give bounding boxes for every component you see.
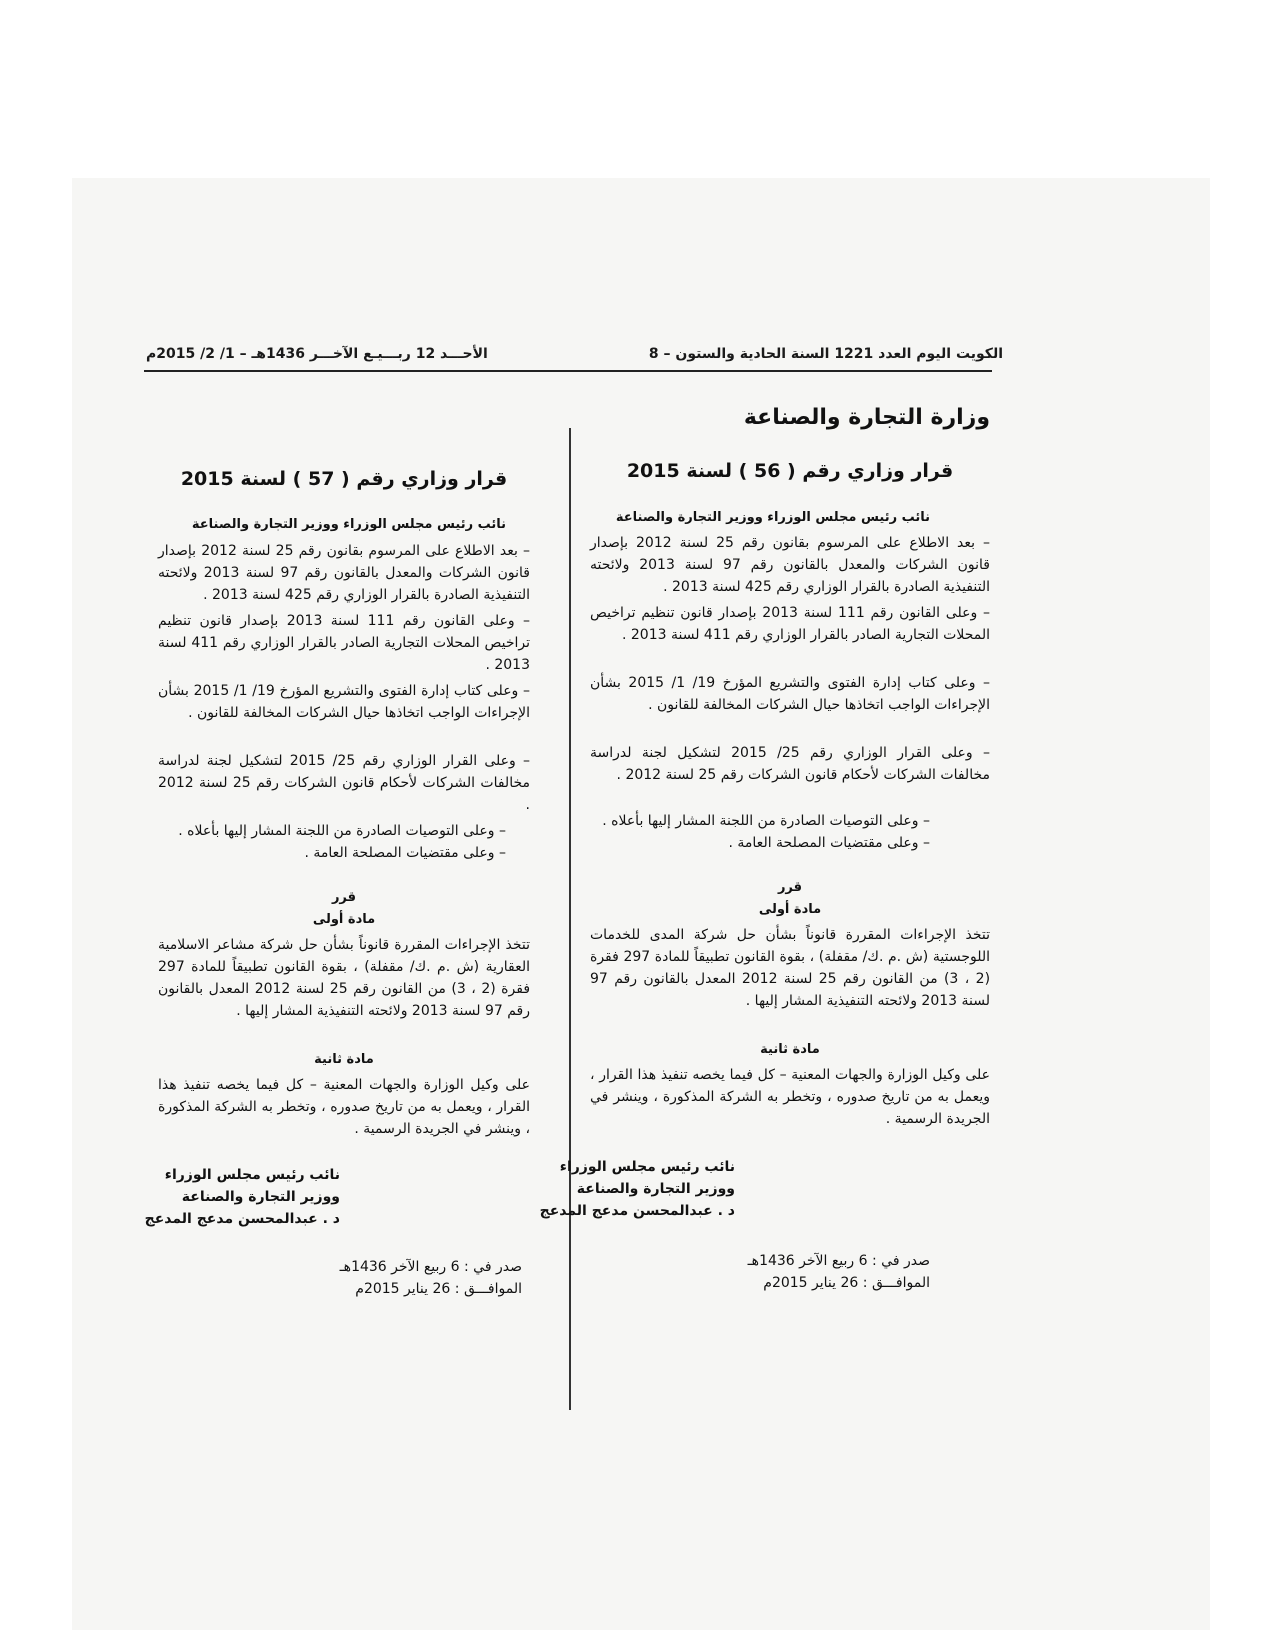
decree-56-dates [748, 1250, 930, 1294]
decree-56-title: قرار وزاري رقم ( 56 ) لسنة 2015 [626, 460, 954, 482]
decree-56-signature-line-2: ووزير التجارة والصناعة [576, 1181, 735, 1197]
decree-56-preamble-4: – وعلى القرار الوزاري رقم 25/ 2015 لتشكيل لجنة لدراسة مخالفات الشركات لأحكام قانون الشركات رقم 25 لسنة 2012 . [590, 745, 991, 783]
decree-57-article2-text: على وكيل الوزارة والجهات المعنية – كل فيما يخصه تنفيذ هذا القرار ، ويعمل به من تاريخ صدوره ، وتخطر به الشركة المذكورة ، وينشر في الجريدة الرسمية . [158, 1077, 530, 1137]
decree-57-preamble-5: – وعلى التوصيات الصادرة من اللجنة المشار إليها بأعلاه . [178, 823, 506, 839]
decree-57-preamble-3: – وعلى كتاب إدارة الفتوى والتشريع المؤرخ 19/ 1/ 2015 بشأن الإجراءات الواجب اتخاذها حيال الشركات المخالفة للقانون . [158, 683, 530, 721]
running-header-date: الأحـــد 12 ربـــيـع الآخـــر 1436هـ – 1/ 2/ 2015م [146, 346, 488, 362]
decree-56-signature-name: د . عبدالمحسن مدعج المدعج [539, 1203, 735, 1219]
decree-57-dates [340, 1256, 522, 1300]
decree-56-signature [540, 1156, 735, 1222]
column-divider [569, 428, 571, 1410]
decree-57-article1-text: تتخذ الإجراءات المقررة قانوناً بشأن حل شركة مشاعر الاسلامية العقارية (ش .م .ك/ مقفلة) ، بقوة القانون تطبيقاً للمادة 297 فقرة (2 ، 3) من القانون رقم 25 لسنة 2012 المعدل بالقانون رقم 97 لسنة 2013 ولائحته التنفيذية المشار إليها . [158, 937, 531, 1019]
decree-57-decided: قرر [331, 890, 357, 905]
decree-56-issuer: نائب رئيس مجلس الوزراء ووزير التجارة والصناعة [615, 510, 930, 525]
decree-57-signature-name: د . عبدالمحسن مدعج المدعج [144, 1211, 340, 1227]
decree-56-preamble-6: – وعلى مقتضيات المصلحة العامة . [728, 835, 930, 851]
decree-57-title: قرار وزاري رقم ( 57 ) لسنة 2015 [180, 468, 508, 490]
decree-57-signature-line-1: نائب رئيس مجلس الوزراء [164, 1167, 340, 1183]
decree-56-article2-text: على وكيل الوزارة والجهات المعنية – كل فيما يخصه تنفيذ هذا القرار ، ويعمل به من تاريخ صدوره ، وتخطر به الشركة المذكورة ، وينشر في الجريدة الرسمية . [590, 1067, 990, 1127]
decree-56-preamble-5: – وعلى التوصيات الصادرة من اللجنة المشار إليها بأعلاه . [602, 813, 930, 829]
decree-56-preamble-1: – بعد الاطلاع على المرسوم بقانون رقم 25 لسنة 2012 بإصدار قانون الشركات والمعدل بالقانون رقم 97 لسنة 2013 ولائحته التنفيذية الصادرة بالقرار الوزاري رقم 425 لسنة 2013 . [590, 535, 991, 595]
decree-57-issued-date: صدر في : 6 ربيع الآخر 1436هـ [339, 1259, 522, 1275]
decree-57-preamble-1: – بعد الاطلاع على المرسوم بقانون رقم 25 لسنة 2012 بإصدار قانون الشركات والمعدل بالقانون رقم 97 لسنة 2013 ولائحته التنفيذية الصادرة بالقرار الوزاري رقم 425 لسنة 2013 . [158, 543, 531, 603]
header-rule [144, 370, 992, 372]
decree-57-preamble-2: – وعلى القانون رقم 111 لسنة 2013 بإصدار قانون تنظيم تراخيص المحلات التجارية الصادر بالقرار الوزاري رقم 411 لسنة 2013 . [158, 613, 530, 673]
decree-57-preamble-4: – وعلى القرار الوزاري رقم 25/ 2015 لتشكيل لجنة لدراسة مخالفات الشركات لأحكام قانون الشركات رقم 25 لسنة 2012 . [158, 753, 530, 813]
decree-56-article1-title: مادة أولى [758, 902, 822, 917]
decree-57-article1-title: مادة أولى [312, 912, 376, 927]
decree-56-preamble-3: – وعلى كتاب إدارة الفتوى والتشريع المؤرخ 19/ 1/ 2015 بشأن الإجراءات الواجب اتخاذها حيال الشركات المخالفة للقانون . [590, 675, 991, 713]
decree-57-corresponding-date: الموافـــق : 26 يناير 2015م [355, 1281, 522, 1297]
decree-57-preamble-6: – وعلى مقتضيات المصلحة العامة . [304, 845, 506, 861]
running-header-issue: الكويت اليوم العدد 1221 السنة الحادية والستون – 8 [648, 346, 1003, 362]
decree-57-article2-title: مادة ثانية [314, 1052, 374, 1067]
decree-57-signature [145, 1164, 340, 1230]
decree-56-article1-text: تتخذ الإجراءات المقررة قانوناً بشأن حل شركة المدى للخدمات اللوجستية (ش .م .ك/ مقفلة) ، بقوة القانون تطبيقاً للمادة 297 فقرة (2 ، 3) من القانون رقم 25 لسنة 2012 المعدل بالقانون رقم 97 لسنة 2013 ولائحته التنفيذية المشار إليها . [590, 927, 991, 1009]
decree-57-issuer: نائب رئيس مجلس الوزراء ووزير التجارة والصناعة [191, 517, 506, 532]
decree-56-signature-line-1: نائب رئيس مجلس الوزراء [559, 1159, 735, 1175]
decree-56-preamble-2: – وعلى القانون رقم 111 لسنة 2013 بإصدار قانون تنظيم تراخيص المحلات التجارية الصادر بالقرار الوزاري رقم 411 لسنة 2013 . [590, 605, 991, 643]
decree-56-decided: قرر [777, 880, 803, 895]
decree-56-issued-date: صدر في : 6 ربيع الآخر 1436هـ [747, 1253, 930, 1269]
decree-56-article2-title: مادة ثانية [760, 1042, 820, 1057]
decree-57-signature-line-2: ووزير التجارة والصناعة [181, 1189, 340, 1205]
decree-56-corresponding-date: الموافـــق : 26 يناير 2015م [763, 1275, 930, 1291]
ministry-heading: وزارة التجارة والصناعة [743, 405, 990, 430]
